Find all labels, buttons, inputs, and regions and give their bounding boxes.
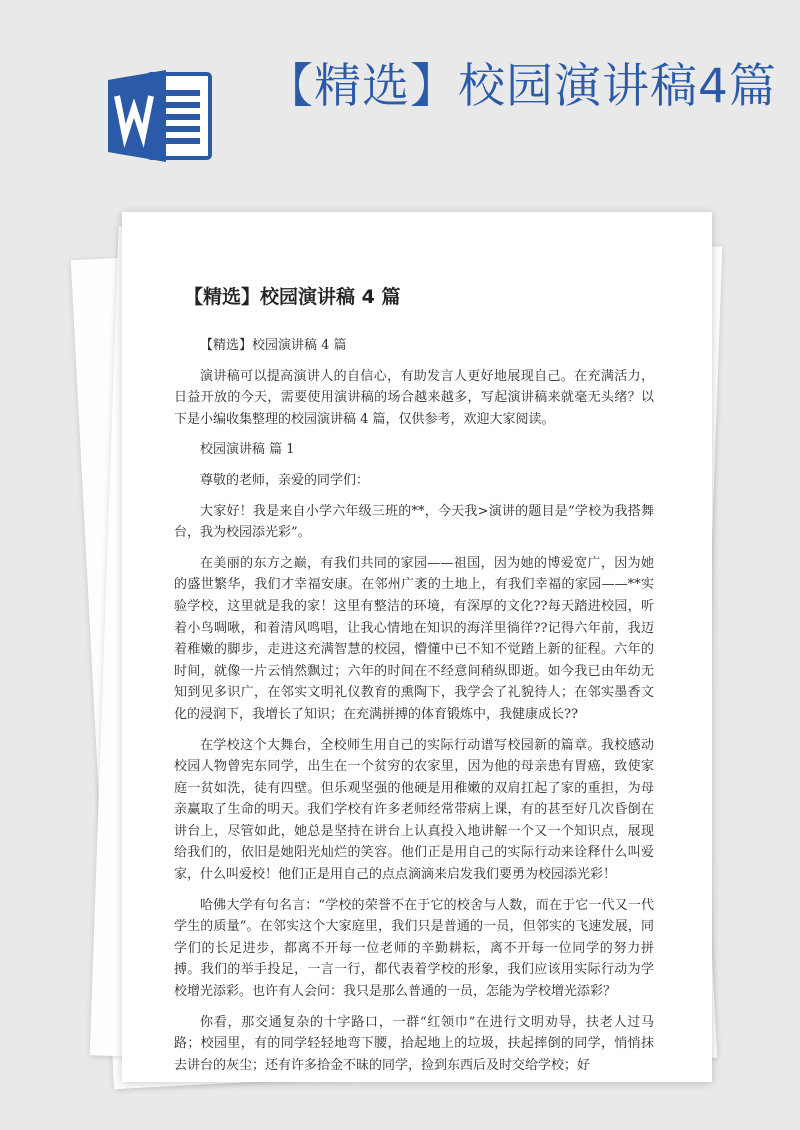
paragraph: 【精选】校园演讲稿 4 篇 (200, 338, 347, 353)
paragraph: 大家好！我是来自小学六年级三班的**，今天我>演讲的题目是“学校为我搭舞台，我为校园添光彩”。 (174, 503, 654, 541)
paragraph: 在美丽的东方之巅，有我们共同的家园——祖国，因为她的博爱宽广，因为她的盛世繁华，我们才幸福安康。在邻州广袤的土地上，有我们幸福的家园——**实验学校，这里就是我的家！这里有整洁的环境，有深厚的文化??每天踏进校园，听着小鸟啁啾，和着清风鸣唱，让我心情地在知识的海洋里徜徉??记得六年前，我迈着稚嫩的脚步，走进这充满智慧的校园，懵懂中已不知不觉踏上新的征程。六年的时间，就像一片云悄然飘过；六年的时间在不经意间稍纵即逝。如今我已由年幼无知到见多识广，在邻实文明礼仪教育的熏陶下，我学会了礼貌待人；在邻实墨香文化的浸润下，我增长了知识；在充满拼搏的体育锻炼中，我健康成长?? (174, 555, 654, 722)
paragraph: 演讲稿可以提高演讲人的自信心，有助发言人更好地展现自己。在充满活力，日益开放的今天，需要使用演讲稿的场合越来越多，写起演讲稿来就毫无头绪？以下是小编收集整理的校园演讲稿 4 篇，仅供参考，欢迎大家阅读。 (174, 368, 654, 427)
document-header-title: 【精选】校园演讲稿4篇 (266, 59, 777, 114)
paragraph: 你看，那交通复杂的十字路口，一群“红领巾”在进行文明劝导，扶老人过马路；校园里，有的同学轻轻地弯下腰，拾起地上的垃圾，扶起摔倒的同学，悄悄抹去讲台的灰尘；还有许多拾金不昧的同学，捡到东西后及时交给学校；好 (174, 1014, 654, 1073)
paragraph: 校园演讲稿 篇 1 (200, 442, 295, 458)
document-page (122, 212, 712, 1082)
paragraph: 尊敬的老师，亲爱的同学们： (200, 472, 370, 488)
page-title: 【精选】校园演讲稿 4 篇 (184, 286, 401, 308)
page-content (174, 282, 654, 1082)
paragraph: 哈佛大学有句名言：“学校的荣誉不在于它的校舍与人数，而在于它一代又一代学生的质量”。在邻实这个大家庭里，我们只是普通的一员，但邻实的飞速发展，同学们的长足进步，都离不开每一位老师的辛勤耕耘，离不开每一位同学的努力拼搏。我们的举手投足，一言一行，都代表着学校的形象，我们应该用实际行动为学校增光添彩。也许有人会问：我只是那么普通的一员，怎能为学校增光添彩？ (174, 897, 654, 1000)
paragraph: 在学校这个大舞台，全校师生用自己的实际行动谱写校园新的篇章。我校感动校园人物曾宪东同学，出生在一个贫穷的农家里，因为他的母亲患有胃癌，致使家庭一贫如洗，徒有四壁。但乐观坚强的他硬是用稚嫩的双肩扛起了家的重担，为母亲赢取了生命的明天。我们学校有许多老师经常带病上课，有的甚至好几次昏倒在讲台上，尽管如此，她总是坚持在讲台上认真投入地讲解一个又一个知识点，展现给我们的，依旧是她阳光灿烂的笑容。他们正是用自己的实际行动来诠释什么叫爱家，什么叫爱校！他们正是用自己的点点滴滴来启发我们要勇为校园添光彩！ (174, 737, 654, 883)
word-document-icon (108, 68, 216, 164)
